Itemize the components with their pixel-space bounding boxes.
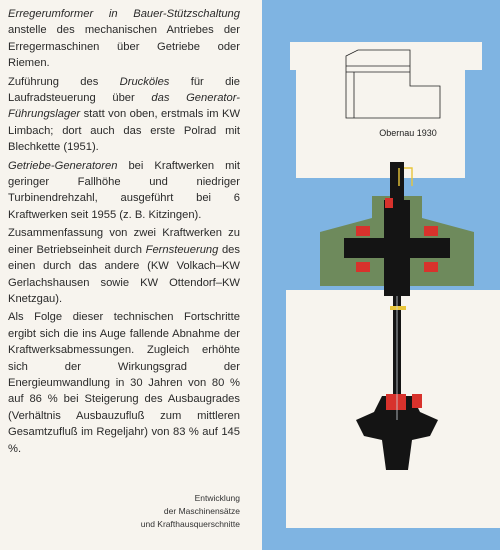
text-run: Als Folge dieser technischen Fortschritte ergibt sich die ins Auge fallende Abnahme der Kraftwerksabmessungen. Zugleich erhöhte sich der Wirkungsgrad der Energieumwandlung in 30 Jahren von 80 % auf 86 % bei Steigerung des Ausbaugrades (Verhältnis Ausbauzufluß zum mittleren Gesamtzufluß im Regeljahr) von 83 % auf 145 %. — [8, 311, 240, 455]
body-text-column — [8, 6, 240, 459]
red-coil-2 — [424, 226, 438, 236]
paragraph-5 — [8, 309, 240, 457]
text-run: Zuführung des — [8, 75, 120, 88]
text-run: Zusammenfassung von zwei Kraftwerken zu einer Betriebseinheit durch — [8, 227, 240, 256]
red-coil-3 — [356, 262, 370, 272]
text-run: anstelle des mechanischen Antriebes der Erregermaschinen über Getriebe oder Riemen. — [8, 24, 240, 70]
red-coil-6 — [386, 394, 406, 410]
paragraph-1 — [8, 6, 240, 72]
text-run: das Generator-Führungslager — [8, 92, 240, 121]
rotor-hub — [384, 200, 410, 296]
text-run: Getriebe-Generatoren — [8, 159, 118, 172]
figure-caption — [110, 492, 240, 531]
red-coil-1 — [356, 226, 370, 236]
caption-line-1: Entwicklung — [194, 493, 240, 503]
yellow-bearing — [390, 306, 406, 310]
paragraph-3 — [8, 158, 240, 224]
paragraph-2 — [8, 74, 240, 156]
caption-line-3: und Krafthausquerschnitte — [140, 519, 240, 529]
figure-label: Obernau 1930 — [379, 128, 437, 138]
text-run: statt von oben, erstmals im KW Limbach; dort auch das erste Polrad mit Blechkette (1951). — [8, 108, 240, 154]
red-coil-7 — [412, 394, 422, 408]
caption-line-2: der Maschinensätze — [163, 506, 240, 516]
text-run: für die Laufradsteuerung über — [8, 75, 240, 105]
red-coil-4 — [424, 262, 438, 272]
text-run: Erregerumformer in Bauer-Stützschaltung — [8, 8, 240, 20]
text-run: Drucköles — [119, 75, 170, 88]
text-run: bei Kraftwerken mit geringer Fallhöhe und niedriger Turbinendrehzahl, ausgeführt bei 6 Kraftwerken seit 1955 (z. B. Kitzingen). — [8, 159, 240, 221]
old-powerhouse-outline — [290, 42, 482, 178]
red-coil-5 — [385, 198, 393, 208]
powerhouse-cross-section-figure — [262, 0, 500, 550]
text-run: des einen durch das andere (KW Volkach–KW Gerlachshausen sowie KW Ottendorf–KW Knetzgau). — [8, 243, 240, 305]
paragraph-4 — [8, 225, 240, 307]
text-run: Fernsteuerung — [145, 243, 219, 256]
